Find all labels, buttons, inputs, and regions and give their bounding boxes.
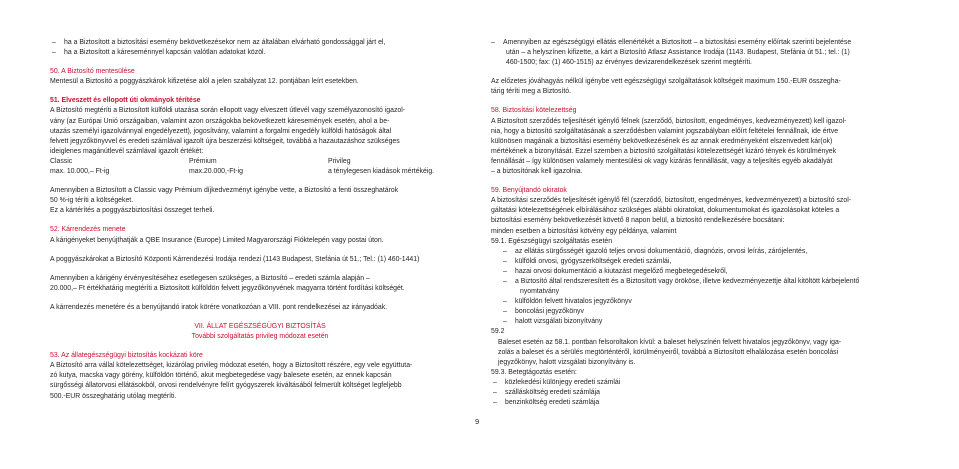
section-51-line: felvett jegyzőkönyvvel és eredeti számlával igazolt újra beszerzési költségeit, továbbá a hazautazáshoz szükséges [50,137,400,145]
section-51-line: A Biztosító megtéríti a Biztosított külföldi utazása során ellopott vagy elveszett útlevél vagy személyazonosító igazol- [50,107,406,115]
section-58-line: – a biztosítónak kell igazolnia. [491,168,583,176]
section-58-title: 58. Biztosítási kötelezettség [491,107,577,115]
section-59-2-line: Baleset esetén az 58.1. pontban felsoroltakon kívül: a baleset helyszínén felvett hivatalos jegyzőkönyv, vagy iga- [498,338,842,346]
list-item: – szállásköltség eredeti számlája [491,388,911,398]
section-58-line: mértékének a bizonyítását. Ezzel szemben a biztosító szolgáltatási kötelezettségét kizáró tények és körülmények [491,147,837,155]
section-59-line: biztosítási esemény bekövetkezését követő 8 napon belül, a biztosító rendelkezésére bocsátani: [491,217,785,225]
page-number: 9 [475,417,480,426]
section-58-line: fennállását – így különösen valamely mentesülési ok vagy kizárás fennállását, vagy a teljesítés egyéb akadályát [491,157,833,165]
section-59-line: minden esetben a biztosítási kötvény egy példánya, valamint [491,227,677,235]
table-value-premium: max.20.000,-Ft-ig [189,168,243,176]
reimbursement-line: után – a helyszínen kifizette, a kárt a Biztosító Atlasz Assistance Irodája (1143. Budapest, Stefánia út 51.; tel.: (1) [506,49,850,57]
section-59-2-line: jegyzőkönyv, halott vizsgálati bizonyítvány is. [498,358,636,366]
discount-line: Amennyiben a Biztosított a Classic vagy Prémium díjkedvezményt igénybe vette, a Biztosító a fenti összeghatárok [50,187,399,195]
intro-bullet: – ha a Biztosított a biztosítási esemény bekövetkezésekor nem az általában elvárható gondossággal járt el, [50,38,470,48]
reimbursement-bullet: – Amennyiben az egészségügyi ellátás ellenértékét a Biztosított – a biztosítási esemény előírtak szerinti bejelentése [491,38,911,48]
limits-table-header [50,157,470,167]
section-52-text: 20.000,– Ft értékhatárig megtéríti a Biztosított külföldön felvett jegyzőkönyvének magyarra történt fordítási költségét. [50,284,405,292]
intro-bullet: – ha a Biztosított a káreseménnyel kapcsán valótlan adatokat közöl. [50,48,470,58]
list-item: – boncolási jegyzőkönyv [491,307,911,317]
section-58-line: nia, hogy a biztosító szolgáltatásának a szerződésben valamint jogszabályban előírt feltételei fennállnak, ide értve [491,127,839,135]
discount-line: 50 %-ig téríti a költségeket. [50,197,134,205]
section-59-line: gáltatási kötelezettségének elbírálásához szükséges alábbi okiratokat, dokumentumokat és igazolásokat köteles a [491,207,840,215]
section-58-line: különösen magának a biztosítási esemény bekövetkezésének és az annak eredményeként elszenvedett kár(ok) [491,137,833,145]
table-header-premium: Prémium [189,157,217,165]
section-52-text: A kárrendezés menetére és a benyújtandó iratok körére vonatkozóan a VIII. pont rendelkezései az irányadóak. [50,303,388,311]
list-item: – külföldön felvett hivatalos jegyzőkönyv [491,297,911,307]
list-item: – a Biztosító által rendszeresített és a Biztosított vagy örököse, illetve kedvezményezettje által kitöltött kárbejelentő [491,277,911,287]
section-50-title: 50. A Biztosító mentesülése [50,68,135,76]
list-item: – az ellátás sürgősségét igazoló teljes orvosi dokumentáció, diagnózis, orvosi leírás, zárójelentés, [491,247,911,257]
right-column [491,38,911,408]
table-value-privileg: a ténylegesen kiadások mértékéig. [328,168,435,176]
section-59-title: 59. Benyújtandó okiratok [491,187,567,195]
list-item: – közlekedési különjegy eredeti számlái [491,378,911,388]
section-51-line: vány (az Európai Unió országaiban, valamint azon országokba bekövetkezett káresemények esetén, ahol a be- [50,117,390,125]
reimbursement-line: 460-1500; fax: (1) 460-1515) az érvényes devizarendelkezések szerint megtéríti. [506,59,752,67]
list-item: – hazai orvosi dokumentáció a kiutazást megelőző megbetegedésekről, [491,267,911,277]
table-value-classic: max. 10.000,– Ft-ig [50,168,110,176]
section-51-line: utazás személyi igazolvánnyal engedélyezett), jogosítvány, valamint a forgalmi engedély külföldi hatóságok által [50,127,392,135]
list-item: – halott vizsgálati bizonyítvány [491,317,911,327]
left-column [50,38,470,402]
discount-line: Ez a kártérítés a poggyászbiztosítási összeget terheli. [50,207,215,215]
preauth-line: tárig téríti meg a Biztosító. [491,88,572,96]
limits-table-values [50,167,470,177]
section-52-text: A kárigényeket benyújthatják a QBE Insurance (Europe) Limited Magyarországi Fióktelepén vagy postai úton. [50,236,384,244]
section-58-line: A Biztosított szerződés teljesítését igénylő félnek (szerződő, biztosított, engedményes, kedvezményezett) kell igazol- [491,117,847,125]
section-59-2-line: zolás a baleset és a sérülés megtörténtéről, körülményeiről, továbbá a Biztosított elhalálozása esetén boncolási [498,348,839,356]
list-item: – benzinköltség eredeti számlája [491,398,911,408]
section-50-text: Mentesül a Biztosító a poggyászkárok kifizetése alól a jelen szabályzat 12. pontjában leírt esetekben. [50,78,359,86]
section-53-title: 53. Az állategészségügyi biztosítás kockázati köre [50,352,203,360]
list-item: – külföldi orvosi, gyógyszerköltségek eredeti számlái, [491,257,911,267]
chapter-subtitle: További szolgáltatás privileg módozat esetén [191,333,329,341]
section-59-1-title: 59.1. Egészségügyi szolgáltatás esetén [491,237,613,245]
section-53-line: A Biztosító arra vállal kötelezettséget, kizárólag privileg módozat esetén, hogy a Biztosított részére, egy vele együttuta- [50,362,413,370]
section-53-line: 500.-EUR összeghatárig utólag megtéríti. [50,392,177,400]
table-header-privileg: Privileg [328,157,351,165]
chapter-title: VII. ÁLLAT EGÉSZSÉGÜGYI BIZTOSÍTÁS [194,322,326,330]
section-53-line: sürgősségi állatorvosi ellátásokból, orvosi rendelvényre felírt gyógyszerek kiváltásából felmerült költséget legfeljebb [50,382,402,390]
section-52-text: A poggyászkárokat a Biztosító Központi Kárrendezési Irodája rendezi (1143 Budapest, Stefánia út 51.; Tel.: (1) 460-1441) [50,255,420,263]
section-51-line: ideiglenes magánútlevél számlával igazolt értékét: [50,147,204,155]
preauth-line: Az előzetes jóváhagyás nélkül igénybe vett egészségügyi szolgáltatások költségeit maximum 150.-EUR összegha- [491,78,841,86]
section-52-text: Amennyiben a kárigény érvényesítéséhez esetlegesen szükséges, a Biztosító – eredeti számla alapján – [50,274,370,282]
list-item-continuation: nyomtatvány [520,288,560,296]
section-59-line: A biztosítási szerződés teljesítését igénylő fél (szerződő, biztosított, engedményes, kedvezményezett) a biztosító szol- [491,197,852,205]
table-header-classic: Classic [50,157,73,165]
section-59-3-title: 59.3. Betegtágoztás esetén: [491,368,577,376]
section-51-title: 51. Elveszett és ellopott úti okmányok térítése [50,97,201,105]
section-59-2-title: 59.2 [491,328,505,336]
section-52-title: 52. Kárrendezés menete [50,226,126,234]
section-53-line: zó kutya, macska vagy görény, külföldön történő, akut megbetegedése vagy balesete esetén, az ennek kapcsán [50,372,392,380]
